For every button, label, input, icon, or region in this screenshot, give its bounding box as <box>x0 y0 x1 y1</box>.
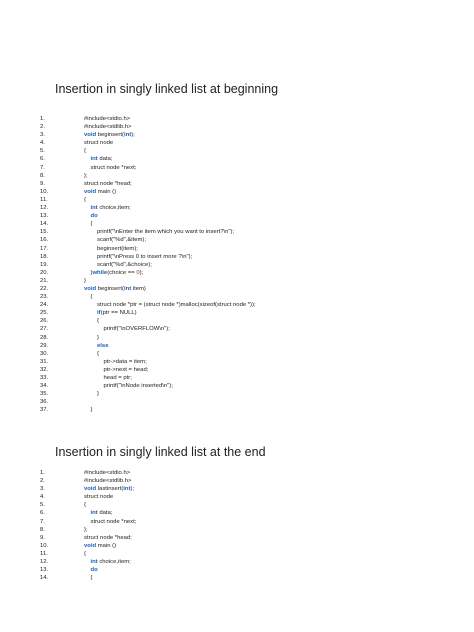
code-keyword: int <box>90 156 98 163</box>
code-line <box>0 293 474 301</box>
code-token: #include<stdio.h> <box>84 470 131 476</box>
code-token: data; <box>97 156 113 163</box>
code-line <box>0 317 474 325</box>
code-keyword: if <box>97 310 101 317</box>
line-number: 17. <box>40 245 49 252</box>
code-text <box>84 147 86 155</box>
code-line <box>0 269 474 277</box>
code-token: { <box>84 148 86 155</box>
code-text <box>91 574 93 582</box>
code-text <box>97 253 192 261</box>
code-text <box>84 550 86 558</box>
code-token: { <box>84 550 86 557</box>
line-number: 12. <box>40 205 49 212</box>
code-text <box>84 285 146 293</box>
code-keyword: void <box>84 132 97 139</box>
code-text <box>91 518 137 526</box>
code-keyword: int <box>90 510 98 517</box>
code-text <box>97 236 146 244</box>
code-line <box>0 509 474 517</box>
line-number: 27. <box>40 326 49 333</box>
line-number: 25. <box>40 310 49 317</box>
code-keyword: int <box>123 486 131 493</box>
line-number: 6. <box>40 510 45 517</box>
line-number: 13. <box>40 567 49 574</box>
code-token: { <box>97 318 99 325</box>
code-text <box>84 493 113 501</box>
line-number: 4. <box>40 494 45 501</box>
code-keyword: void <box>84 542 97 549</box>
code-token: printf("\nOVERFLOW\n"); <box>103 326 170 333</box>
line-number: 5. <box>40 148 45 155</box>
code-text <box>91 269 144 277</box>
code-line <box>0 277 474 285</box>
code-text <box>91 204 131 212</box>
code-line <box>0 155 474 163</box>
code-token: } <box>97 391 99 398</box>
line-number: 4. <box>40 140 45 147</box>
code-token: } <box>90 269 93 276</box>
line-number: 18. <box>40 253 49 260</box>
code-token: beginsert( <box>96 132 124 139</box>
code-text <box>84 131 135 139</box>
line-number: 21. <box>40 277 49 284</box>
code-token: } <box>90 407 93 414</box>
line-number: 36. <box>40 399 49 406</box>
code-token: } <box>84 277 86 284</box>
code-line <box>0 358 474 366</box>
code-text <box>91 220 93 228</box>
code-token: scanf("%d",&choice); <box>97 261 152 268</box>
code-text <box>104 366 149 374</box>
code-token: beginsert(item); <box>97 245 138 252</box>
code-line <box>0 325 474 333</box>
code-token: struct node *next; <box>90 518 137 525</box>
code-line <box>0 485 474 493</box>
code-line <box>0 574 474 582</box>
code-text <box>84 485 134 493</box>
line-number: 13. <box>40 213 49 220</box>
line-number: 5. <box>40 502 45 509</box>
line-number: 10. <box>40 542 49 549</box>
code-keyword: do <box>90 213 98 220</box>
code-line <box>0 188 474 196</box>
code-token: choice,item; <box>97 559 131 566</box>
code-text <box>97 342 108 350</box>
code-text <box>91 155 113 163</box>
code-text <box>84 196 86 204</box>
code-line <box>0 526 474 534</box>
code-text <box>84 123 132 131</box>
line-number: 23. <box>40 294 49 301</box>
line-number: 14. <box>40 221 49 228</box>
code-token: struct node *head; <box>84 180 132 187</box>
line-number: 1. <box>40 470 45 476</box>
code-token: struct node <box>84 140 114 147</box>
code-token: struct node *next; <box>90 164 137 171</box>
code-token: printf("\nNode inserted\n"); <box>103 383 173 390</box>
code-token: scanf("%d",&item); <box>97 237 147 244</box>
code-line <box>0 366 474 374</box>
code-keyword: void <box>84 486 97 493</box>
code-text <box>84 188 116 196</box>
code-token: (choice == <box>107 269 137 276</box>
code-token: { <box>97 350 99 357</box>
line-number: 3. <box>40 132 45 139</box>
line-number: 12. <box>40 559 49 566</box>
code-token: { <box>90 221 93 228</box>
code-line <box>0 382 474 390</box>
code-line <box>0 196 474 204</box>
code-line <box>0 542 474 550</box>
code-text <box>91 212 98 220</box>
code-token: main () <box>96 188 117 195</box>
code-token: printf("\nEnter the item which you want to insert?\n"); <box>97 229 235 236</box>
code-text <box>84 180 132 188</box>
code-text <box>104 358 147 366</box>
code-token: { <box>84 196 86 203</box>
code-line <box>0 115 474 123</box>
code-line <box>0 469 474 477</box>
code-line <box>0 558 474 566</box>
line-number: 11. <box>40 550 48 557</box>
line-number: 30. <box>40 350 49 357</box>
code-line <box>0 501 474 509</box>
code-token: item) <box>131 285 146 292</box>
section-title-end: Insertion in singly linked list at the end <box>55 445 266 459</box>
code-text <box>84 526 88 534</box>
code-line <box>0 212 474 220</box>
code-token: data; <box>97 510 113 517</box>
line-number: 37. <box>40 407 49 414</box>
code-token: ); <box>130 486 135 493</box>
code-token: ptr->data = item; <box>103 358 147 365</box>
line-number: 8. <box>40 526 45 533</box>
code-line <box>0 172 474 180</box>
code-token: head = ptr; <box>103 375 132 381</box>
code-line <box>0 342 474 350</box>
line-number: 15. <box>40 229 49 236</box>
code-text <box>84 277 86 285</box>
code-line <box>0 390 474 398</box>
code-text <box>91 164 137 172</box>
code-token: }; <box>84 526 88 533</box>
code-line <box>0 534 474 542</box>
line-number: 33. <box>40 375 49 381</box>
code-text <box>91 558 131 566</box>
code-text <box>84 534 132 542</box>
code-keyword: int <box>123 132 132 139</box>
code-text <box>97 309 137 317</box>
line-number: 29. <box>40 342 49 349</box>
code-keyword: while <box>92 269 108 276</box>
line-number: 6. <box>40 156 45 163</box>
code-token: struct node <box>84 494 114 501</box>
code-line <box>0 285 474 293</box>
code-line <box>0 180 474 188</box>
code-text <box>84 501 86 509</box>
code-keyword: do <box>90 567 98 574</box>
code-token: struct node *head; <box>84 534 132 541</box>
code-text <box>84 542 116 550</box>
code-text <box>91 406 93 414</box>
code-token: #include<stdlib.h> <box>84 478 132 485</box>
line-number: 35. <box>40 391 49 398</box>
code-line <box>0 334 474 342</box>
line-number: 2. <box>40 478 45 485</box>
code-line <box>0 164 474 172</box>
line-number: 20. <box>40 269 49 276</box>
line-number: 24. <box>40 302 49 309</box>
code-line <box>0 123 474 131</box>
code-line <box>0 204 474 212</box>
line-number: 14. <box>40 575 49 582</box>
code-text <box>97 390 99 398</box>
code-text <box>84 172 88 180</box>
code-text <box>104 382 173 390</box>
code-text <box>97 317 99 325</box>
line-number: 34. <box>40 383 49 390</box>
code-line <box>0 374 474 382</box>
code-block-end <box>0 469 474 582</box>
code-line <box>0 406 474 414</box>
code-line <box>0 566 474 574</box>
code-text <box>97 245 138 253</box>
line-number: 3. <box>40 486 45 493</box>
line-number: 22. <box>40 285 49 292</box>
code-keyword: void <box>84 188 97 195</box>
line-number: 16. <box>40 237 49 244</box>
code-block-beginning <box>0 115 474 414</box>
code-keyword: else <box>97 342 109 349</box>
code-text <box>97 228 234 236</box>
code-line <box>0 398 474 406</box>
code-text <box>91 293 93 301</box>
line-number: 9. <box>40 180 45 187</box>
code-line <box>0 245 474 253</box>
code-line <box>0 236 474 244</box>
line-number: 2. <box>40 124 45 131</box>
code-line <box>0 253 474 261</box>
line-number: 7. <box>40 518 45 525</box>
line-number: 19. <box>40 261 49 268</box>
code-text <box>84 469 130 477</box>
code-line <box>0 493 474 501</box>
code-keyword: int <box>123 285 132 292</box>
code-keyword: int <box>90 559 98 566</box>
code-text <box>97 350 99 358</box>
code-text <box>91 509 113 517</box>
code-token: main () <box>96 542 117 549</box>
code-line <box>0 309 474 317</box>
code-token: #include<stdio.h> <box>84 116 131 122</box>
line-number: 28. <box>40 334 49 341</box>
code-token: struct node *ptr = (struct node *)malloc(sizeof(struct node *)); <box>97 302 256 309</box>
code-line <box>0 147 474 155</box>
code-line <box>0 477 474 485</box>
line-number: 11. <box>40 196 48 203</box>
line-number: 7. <box>40 164 45 171</box>
code-keyword: void <box>84 285 97 292</box>
code-line <box>0 350 474 358</box>
line-number: 26. <box>40 318 49 325</box>
code-token: } <box>97 334 99 341</box>
code-text <box>84 477 132 485</box>
code-token: }; <box>84 172 88 179</box>
code-text <box>97 334 99 342</box>
line-number: 9. <box>40 534 45 541</box>
code-line <box>0 139 474 147</box>
code-token: ); <box>139 269 144 276</box>
code-token: lastinsert( <box>96 486 124 493</box>
code-text <box>91 566 98 574</box>
code-token: { <box>84 502 86 509</box>
line-number: 31. <box>40 358 49 365</box>
code-line <box>0 228 474 236</box>
code-line <box>0 301 474 309</box>
code-token: ); <box>131 132 135 139</box>
code-token: beginsert( <box>96 285 124 292</box>
code-token: (ptr == NULL) <box>100 310 137 317</box>
line-number: 1. <box>40 116 45 122</box>
code-token: choice,item; <box>97 205 131 212</box>
code-token: { <box>90 294 93 301</box>
line-number: 10. <box>40 188 49 195</box>
line-number: 8. <box>40 172 45 179</box>
code-token: printf("\nPress 0 to insert more ?\n"); <box>97 253 193 260</box>
code-text <box>84 115 130 123</box>
code-text <box>104 325 170 333</box>
code-token: #include<stdlib.h> <box>84 124 132 131</box>
code-line <box>0 131 474 139</box>
line-number: 32. <box>40 366 49 373</box>
code-keyword: int <box>90 205 98 212</box>
code-line <box>0 220 474 228</box>
code-line <box>0 550 474 558</box>
code-text <box>104 374 132 382</box>
code-token: 0 <box>136 269 140 276</box>
section-title-beginning: Insertion in singly linked list at beginning <box>55 82 279 96</box>
code-text <box>97 301 256 309</box>
code-line <box>0 518 474 526</box>
code-token: ptr->next = head; <box>103 366 149 373</box>
code-line <box>0 261 474 269</box>
code-text <box>84 139 113 147</box>
code-text <box>97 261 152 269</box>
code-token: { <box>90 575 93 582</box>
